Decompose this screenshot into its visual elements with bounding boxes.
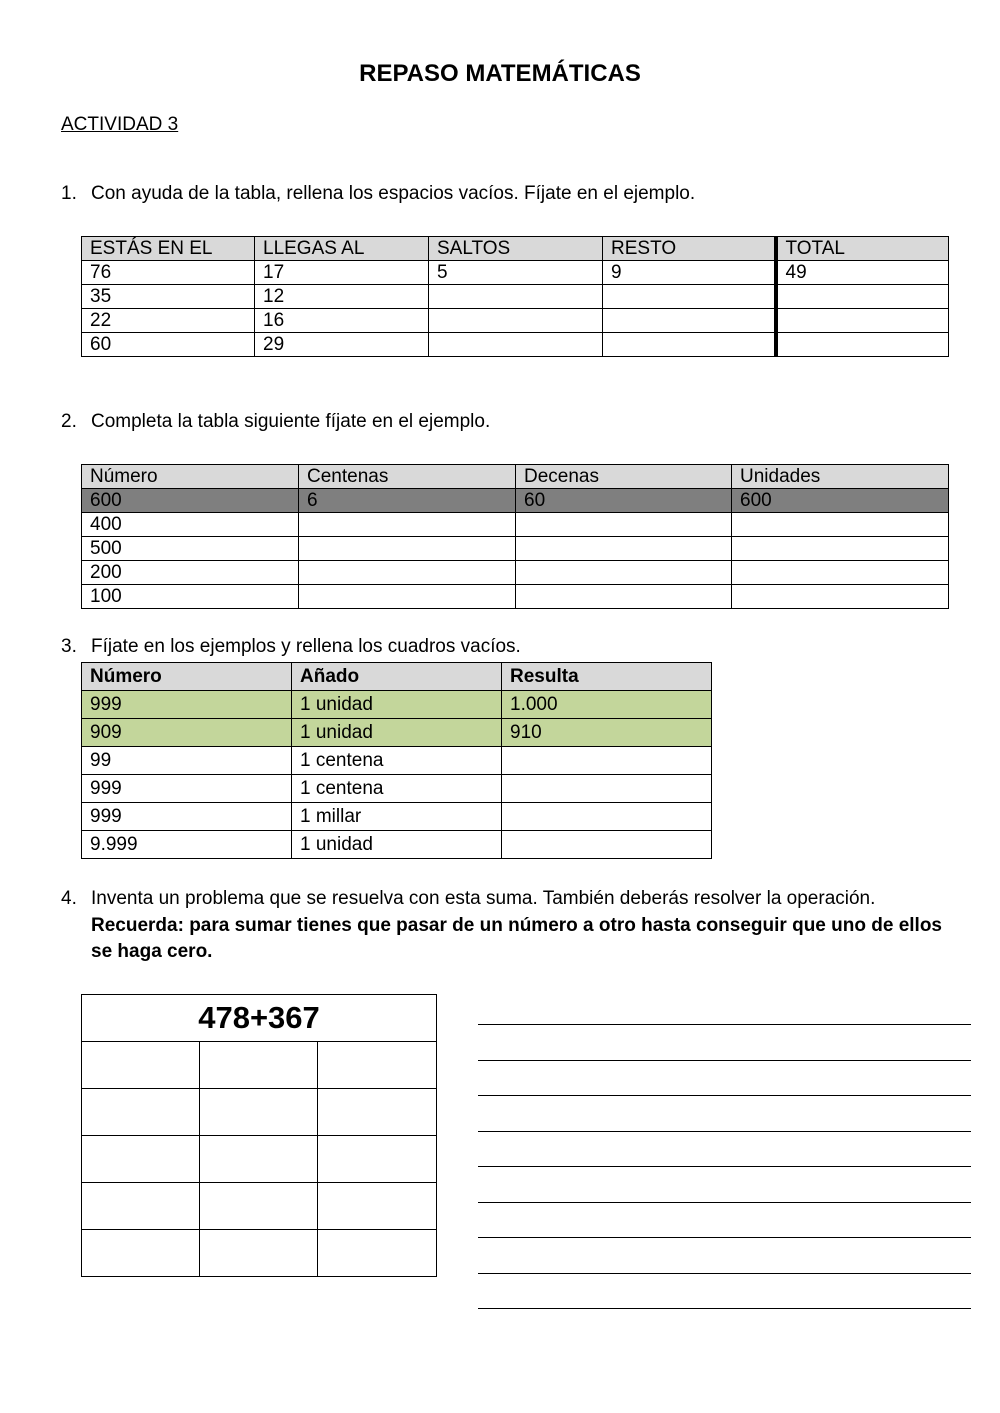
header-cell: Resulta [502, 663, 712, 691]
answer-cell[interactable] [299, 585, 516, 609]
table-header-row [82, 237, 949, 261]
question-4-text: Inventa un problema que se resuelva con esta suma. También deberás resolver la operación. [91, 888, 876, 909]
writing-line[interactable] [478, 1203, 971, 1239]
header-cell: Decenas [516, 465, 732, 489]
writing-line[interactable] [478, 1238, 971, 1274]
example-row [82, 691, 712, 719]
table-cell: 999 [82, 803, 292, 831]
answer-cell[interactable] [732, 585, 949, 609]
table-cell: 400 [82, 513, 299, 537]
table-header-row [82, 663, 712, 691]
table-row [82, 1230, 437, 1277]
table-row [82, 1042, 437, 1089]
table-row [82, 775, 712, 803]
table-cell: 500 [82, 537, 299, 561]
header-cell: Número [82, 465, 299, 489]
answer-cell[interactable] [603, 333, 776, 357]
table-cell: 1 unidad [292, 831, 502, 859]
table-cell: 999 [82, 775, 292, 803]
sum-header-row [82, 995, 437, 1042]
answer-cell[interactable] [776, 285, 949, 309]
answer-cell[interactable] [200, 1183, 318, 1230]
add-units-table [81, 662, 712, 859]
example-row [82, 489, 949, 513]
table-row [82, 261, 949, 285]
table-cell: 909 [82, 719, 292, 747]
writing-line[interactable] [478, 1132, 971, 1168]
table-cell: 1.000 [502, 691, 712, 719]
answer-cell[interactable] [732, 513, 949, 537]
answer-cell[interactable] [429, 333, 603, 357]
question-2-number: 2. [61, 411, 77, 432]
header-cell: TOTAL [776, 237, 949, 261]
answer-cell[interactable] [429, 309, 603, 333]
table-cell: 5 [429, 261, 603, 285]
answer-cell[interactable] [200, 1136, 318, 1183]
page-title: REPASO MATEMÁTICAS [359, 60, 641, 87]
table-cell: 12 [255, 285, 429, 309]
table-cell: 49 [776, 261, 949, 285]
answer-cell[interactable] [516, 513, 732, 537]
answer-cell[interactable] [82, 1136, 200, 1183]
answer-cell[interactable] [502, 775, 712, 803]
writing-line[interactable] [478, 1061, 971, 1097]
header-cell: Unidades [732, 465, 949, 489]
table-cell: 17 [255, 261, 429, 285]
answer-cell[interactable] [516, 585, 732, 609]
header-cell: Número [82, 663, 292, 691]
writing-line[interactable] [478, 1274, 971, 1310]
writing-line[interactable] [478, 1167, 971, 1203]
answer-cell[interactable] [776, 333, 949, 357]
answer-cell[interactable] [776, 309, 949, 333]
table-cell: 16 [255, 309, 429, 333]
answer-cell[interactable] [82, 1183, 200, 1230]
operation-label: 478+367 [82, 995, 437, 1042]
answer-cell[interactable] [200, 1230, 318, 1277]
table-row [82, 831, 712, 859]
answer-cell[interactable] [82, 1230, 200, 1277]
question-1-number: 1. [61, 183, 77, 204]
answer-cell[interactable] [516, 561, 732, 585]
table-cell: 9 [603, 261, 776, 285]
table-row [82, 333, 949, 357]
table-row [82, 747, 712, 775]
table-row [82, 1183, 437, 1230]
table-row [82, 803, 712, 831]
table-row [82, 561, 949, 585]
table-row [82, 1136, 437, 1183]
activity-heading: ACTIVIDAD 3 [61, 114, 179, 135]
table-cell: 1 unidad [292, 719, 502, 747]
table-cell: 29 [255, 333, 429, 357]
writing-line[interactable] [478, 1096, 971, 1132]
answer-cell[interactable] [200, 1042, 318, 1089]
table-row [82, 309, 949, 333]
answer-cell[interactable] [732, 561, 949, 585]
table-cell: 99 [82, 747, 292, 775]
table-cell: 35 [82, 285, 255, 309]
table-cell: 1 centena [292, 775, 502, 803]
table-row [82, 285, 949, 309]
header-cell: SALTOS [429, 237, 603, 261]
header-cell: ESTÁS EN EL [82, 237, 255, 261]
header-cell: LLEGAS AL [255, 237, 429, 261]
table-cell: 910 [502, 719, 712, 747]
question-1-text: Con ayuda de la tabla, rellena los espacios vacíos. Fíjate en el ejemplo. [91, 183, 696, 204]
table-cell: 200 [82, 561, 299, 585]
table-header-row [82, 465, 949, 489]
table-cell: 60 [516, 489, 732, 513]
answer-cell[interactable] [732, 537, 949, 561]
place-value-table [81, 464, 949, 609]
writing-line[interactable] [478, 1025, 971, 1061]
table-cell: 6 [299, 489, 516, 513]
table-row [82, 537, 949, 561]
answer-cell[interactable] [82, 1042, 200, 1089]
example-row [82, 719, 712, 747]
jumps-table [81, 236, 949, 357]
table-row [82, 585, 949, 609]
table-cell: 999 [82, 691, 292, 719]
answer-cell[interactable] [318, 1089, 437, 1136]
sum-table [81, 994, 437, 1277]
answer-cell[interactable] [318, 1230, 437, 1277]
question-2-text: Completa la tabla siguiente fíjate en el ejemplo. [91, 411, 491, 432]
answer-cell[interactable] [299, 537, 516, 561]
table-cell: 100 [82, 585, 299, 609]
answer-cell[interactable] [82, 1089, 200, 1136]
table-cell: 76 [82, 261, 255, 285]
answer-cell[interactable] [318, 1136, 437, 1183]
answer-cell[interactable] [502, 747, 712, 775]
answer-cell[interactable] [429, 285, 603, 309]
table-cell: 1 unidad [292, 691, 502, 719]
table-cell: 1 centena [292, 747, 502, 775]
reminder-text: Recuerda: para sumar tienes que pasar de un número a otro hasta conseguir que uno de ellos se haga cero. [91, 915, 942, 962]
table-cell: 9.999 [82, 831, 292, 859]
table-row [82, 513, 949, 537]
header-cell: Centenas [299, 465, 516, 489]
table-cell: 600 [732, 489, 949, 513]
table-cell: 1 millar [292, 803, 502, 831]
question-3-number: 3. [61, 636, 77, 657]
answer-cell[interactable] [502, 803, 712, 831]
table-cell: 60 [82, 333, 255, 357]
answer-cell[interactable] [318, 1183, 437, 1230]
answer-lines [478, 1024, 971, 1309]
answer-cell[interactable] [318, 1042, 437, 1089]
table-cell: 600 [82, 489, 299, 513]
table-row [82, 1089, 437, 1136]
answer-cell[interactable] [603, 309, 776, 333]
question-4-number: 4. [61, 888, 77, 909]
answer-cell[interactable] [299, 513, 516, 537]
answer-cell[interactable] [516, 537, 732, 561]
header-cell: RESTO [603, 237, 776, 261]
answer-cell[interactable] [200, 1089, 318, 1136]
header-cell: Añado [292, 663, 502, 691]
table-cell: 22 [82, 309, 255, 333]
answer-cell[interactable] [603, 285, 776, 309]
question-3-text: Fíjate en los ejemplos y rellena los cuadros vacíos. [91, 636, 521, 657]
answer-cell[interactable] [299, 561, 516, 585]
answer-cell[interactable] [502, 831, 712, 859]
